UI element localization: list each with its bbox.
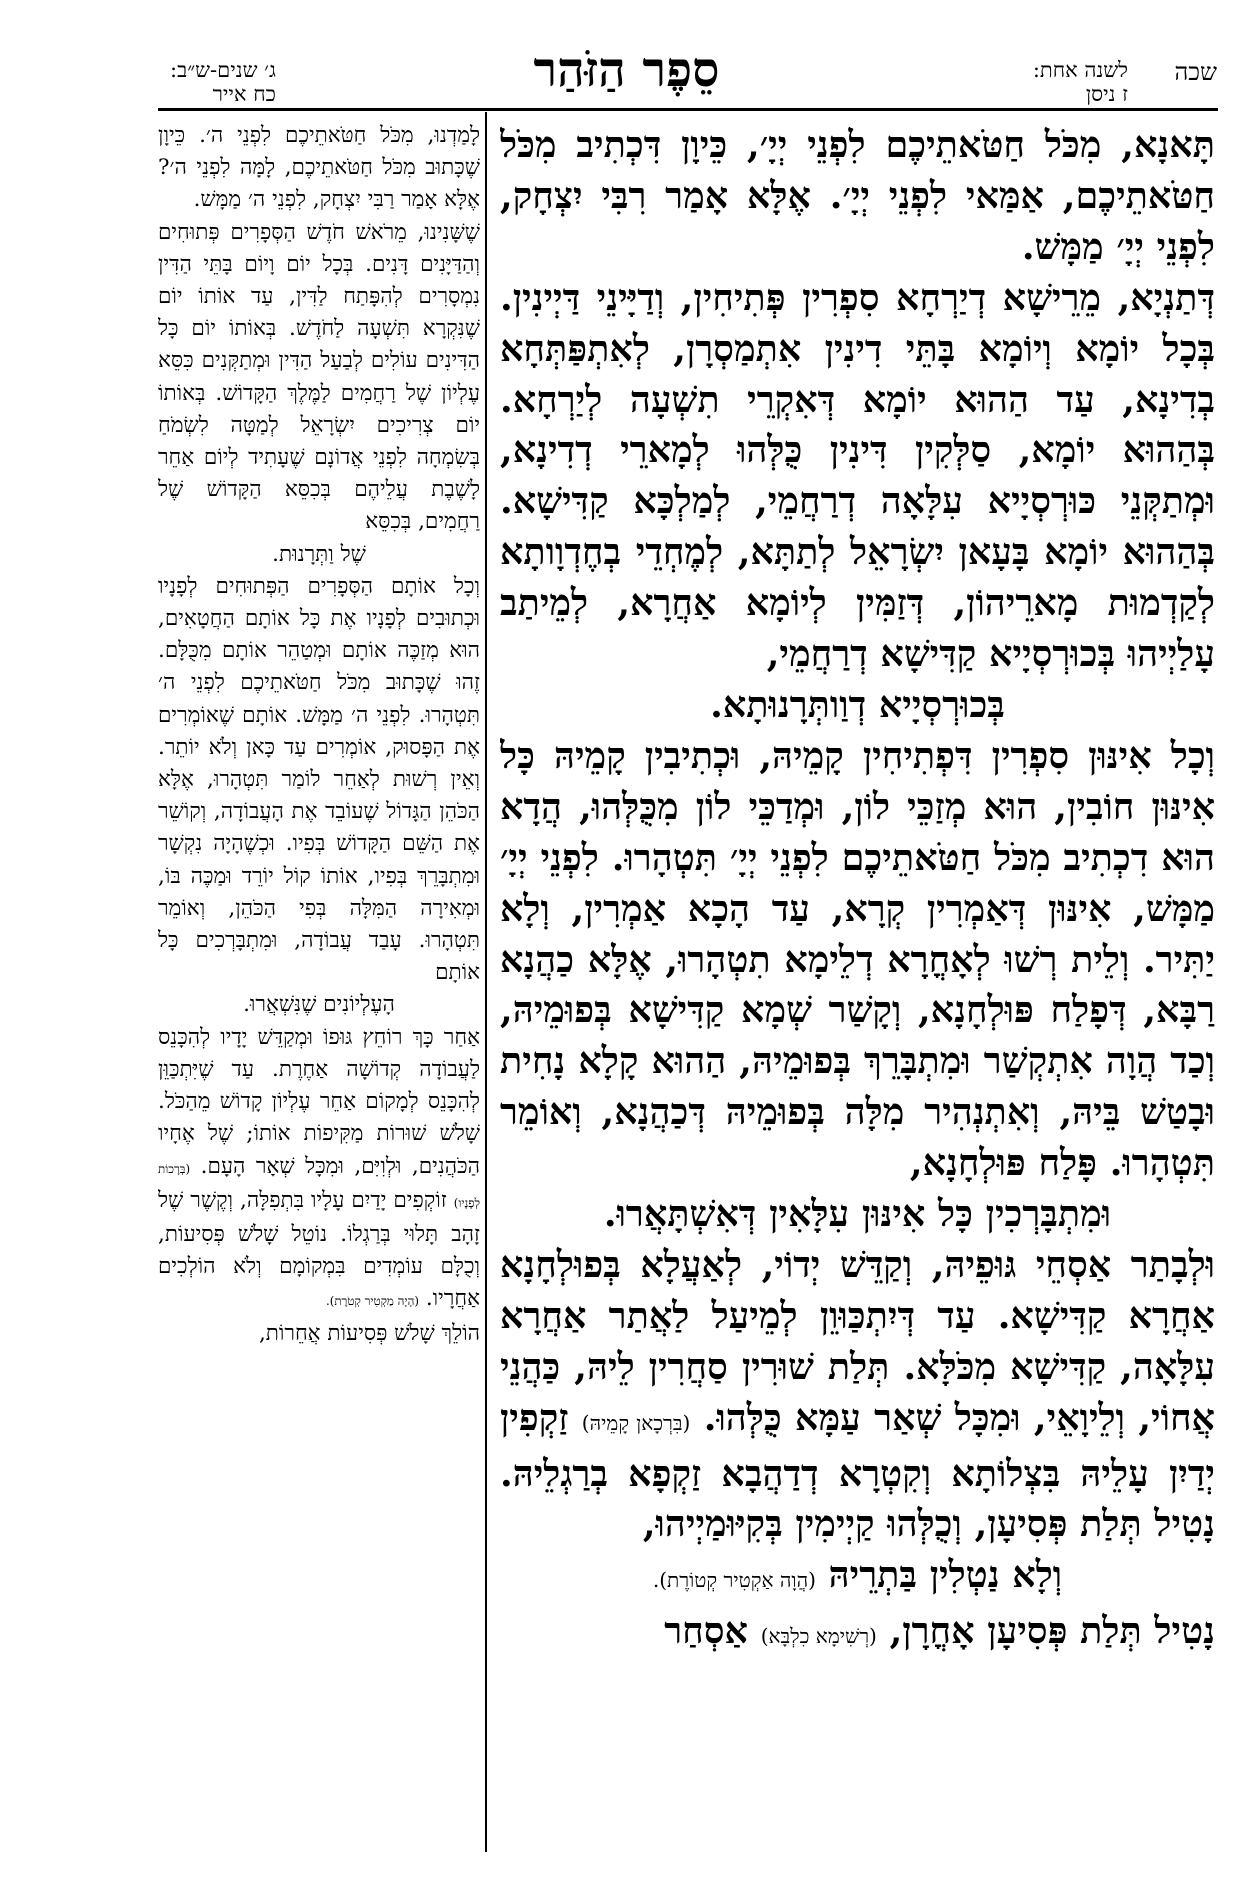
- book-title: סֵפֶר הַזֹּהַר: [533, 42, 720, 98]
- side-note-2: (הָיָה מַקְטִיר קְטֹרֶת).: [325, 1294, 419, 1309]
- main-note-2: (הֲוָה אַקְטִיר קְטוֹרֶת).: [652, 1568, 816, 1593]
- side-paragraph-4-text-b: זוֹקְפִים יָדַיִם עָלָיו בִּתְפִלָּה, וְקֶשֶׁר שֶׁל זָהָב תָּלוּי בְּרַגְלוֹ. נוֹטֵל שָׁלֹשׁ פְּסִיעוֹת, וְכֻלָּם עוֹמְדִים בִּמְקוֹמָם וְלֹא הוֹלְכִים אַחֲרָיו.: [158, 1187, 480, 1312]
- side-paragraph-4-text: אַחַר כָּךְ רוֹחֵץ גּוּפוֹ וּמְקַדֵּשׁ יָדָיו לְהִכָּנֵס לַעֲבוֹדָה קְדוֹשָׁה אַחֶרֶת. עַד שֶׁיִּתְכַּוֵּן לְהִכָּנֵס לְמָקוֹם אַחֵר עֶלְיוֹן קָדוֹשׁ מֵהַכֹּל. שָׁלֹשׁ שׁוּרוֹת מַקִּיפוֹת אוֹתוֹ; שֶׁל אֶחָיו הַכֹּהֲנִים, וּלְוִיִּם, וּמִכָּל שְׁאָר הָעָם.: [158, 1024, 480, 1179]
- header-left-line1: ג׳ שנים-ש״ב:: [170, 58, 276, 82]
- main-paragraph-4-text-b: זַקְפִין יְדַיִן עָלֵיהּ בִּצְלוֹתָא וְקִטְרָא דְדַהֲבָא זַקְפָא בְרַגְלֵיהּ. נָטִיל תְּלַת פְּסִיעָן, וְכֻלְּהוּ קַיְימִין בְּקִיּוּמַיְיהוּ,: [500, 1395, 1215, 1546]
- main-paragraph-2-end: בְּכוּרְסְיָיא דְוַותְּרָנוּתָא.: [710, 682, 1005, 726]
- main-note-3: (רְשִׁימָא כִלְבָּא): [760, 1624, 877, 1649]
- header-right-line2: ז ניסן: [1085, 82, 1128, 107]
- header-left-info: [170, 58, 276, 106]
- main-paragraph-3: וְכָל אִינּוּן סִפְרִין דִּפְתִיחִין קָמֵיהּ, וּכְתִיבִין קָמֵיהּ כָּל אִינּוּן חוֹבִין, הוּא מְזַכֵּי לוֹן, וּמְדַכֵּי לוֹן מִכֻּלְּהוּ, הֲדָא הוּא דִכְתִיב מִכֹּל חַטֹּאתֵיכֶם לִפְנֵי יְיָ׳ תִּטְהָרוּ. לִפְנֵי יְיָ׳ מַמָּשׁ, אִינּוּן דְּאַמְרִין קְרָא, עַד הָכָא אַמְרִין, וְלָא יַתִּיר. וְלֵית רְשׁוּ לְאָחֳרָא דְלֵימָא תִטְהָרוּ, אֶלָּא כַהֲנָא רַבָּא, דְּפָלַח פּוּלְחָנָא, וְקָשַׁר שְׁמָא קַדִּישָׁא בְּפוּמֵיהּ, וְכַד הֲוָה אִתְקְשַׁר וּמִתְבָּרֵךְ בְּפוּמֵיהּ, הַהוּא קָלָא נָחִית וּבָטַשׁ בֵּיהּ, וְאִתְנְהִיר מִלָּה בְּפוּמֵיהּ דְּכַהֲנָא, וְאוֹמֵר תִּטְהָרוּ. פָּלַח פּוּלְחָנָא,: [500, 733, 1215, 1185]
- hebrew-translation-column: [158, 120, 480, 1850]
- side-paragraph-2-end: שֶׁל וַתְּרָנוּת.: [272, 541, 366, 567]
- column-divider: [485, 112, 487, 1852]
- main-paragraph-3-end: וּמִתְבָּרְכִין כָּל אִינּוּן עִלָּאִין דְּאִשְׁתָּאֲרוּ.: [603, 1192, 1112, 1236]
- main-paragraph-5: [500, 1606, 1215, 1662]
- main-paragraph-5-text-b: אַסְחַר: [664, 1609, 748, 1653]
- main-paragraph-1: תָּאנָא, מִכֹּל חַטֹּאתֵיכֶם לִפְנֵי יְיָ׳, כֵּיוָן דִּכְתִיב מִכֹּל חַטֹּאתֵיכֶם, אַמַּאי לִפְנֵי יְיָ׳. אֶלָּא אָמַר רִבִּי יִצְחָק, לִפְנֵי יְיָ׳ מַמָּשׁ.: [500, 123, 1215, 268]
- main-paragraph-2: דְּתַנְיָא, מֵרֵישָׁא דְיַרְחָא סִפְרִין פְּתִיחִין, וְדַיָּינֵי דַּיְינִין. בְּכָל יוֹמָא וְיוֹמָא בָּתֵּי דִינִין אִתְמַסְרָן, לְאִתְפַּתְּחָא בְדִינָא, עַד הַהוּא יוֹמָא דְּאִקְרֵי תִשְׁעָה לְיַרְחָא. בְּהַהוּא יוֹמָא, סַלְּקִין דִּינִין כֻּלְּהוּ לְמָארֵי דְדִינָא, וּמְתַקְּנֵי כּוּרְסְיָיא עִלָּאָה דְרַחֲמֵי, לְמַלְכָּא קַדִּישָׁא. בְּהַהוּא יוֹמָא בָּעָאן יִשְׂרָאֵל לְתַתָּא, לְמֶחְדֵי בְחֶדְוָותָא לְקַדְמוּת מָארֵיהוֹן, דְּזַמִּין לְיוֹמָא אַחֲרָא, לְמֵיתַב עָלַיְיהוּ בְּכוּרְסְיָיא קַדִּישָׁא דְרַחֲמֵי,: [500, 275, 1215, 676]
- main-paragraph-5-text: נָטִיל תְּלַת פְּסִיעָן אָחֳרָן,: [889, 1609, 1215, 1653]
- aramaic-column: [500, 120, 1215, 1850]
- side-paragraph-1: לָמַדְנוּ, מִכֹּל חַטֹּאתֵיכֶם לִפְנֵי ה׳. כֵּיוָן שֶׁכָּתוּב מִכֹּל חַטֹּאתֵיכֶם, לָמָּה לִפְנֵי ה׳? אֶלָּא אָמַר רַבִּי יִצְחָק, לִפְנֵי ה׳ מַמָּשׁ.: [158, 123, 480, 213]
- page-number: שכה: [1174, 58, 1217, 86]
- side-paragraph-2: שֶׁשָּׁנִינוּ, מֵרֹאשׁ חֹדֶשׁ הַסְּפָרִים פְּתוּחִים וְהַדַּיָּנִים דָּנִים. בְּכָל יוֹם וָיוֹם בָּתֵּי הַדִּין נִמְסָרִים לְהִפָּתַח לַדִּין, עַד אוֹתוֹ יוֹם שֶׁנִּקְרָא תִּשְׁעָה לַחֹדֶשׁ. בְּאוֹתוֹ יוֹם כָּל הַדִּינִים עוֹלִים לְבַעַל הַדִּין וּמְתַקְּנִים כִּסֵּא עֶלְיוֹן שֶׁל רַחֲמִים לַמֶּלֶךְ הַקָּדוֹשׁ. בְּאוֹתוֹ יוֹם צְרִיכִים יִשְׂרָאֵל לְמַטָּה לִשְׂמֹחַ בְּשִׂמְחָה לִפְנֵי אֲדוֹנָם שֶׁעָתִיד לְיוֹם אַחֵר לָשֶׁבֶת עֲלֵיהֶם בְּכִסֵּא הַקָּדוֹשׁ שֶׁל רַחֲמִים, בְּכִסֵּא: [158, 219, 480, 535]
- header-rule: [158, 108, 1218, 111]
- main-paragraph-4-text: וּלְבָתַר אַסְחֵי גּוּפֵיהּ, וְקַדֵּשׁ יְדוֹי, לְאַעֲלָא בְּפוּלְחָנָא אַחֲרָא קַדִּישָׁא. עַד דְּיִתְכַּוּוֵן לְמֵיעַל לַאֲתַר אַחֲרָא עִלָּאָה, קַדִּישָׁא מִכֹּלָּא. תְּלַת שׁוּרִין סַחֲרִין לֵיהּ, כַּהֲנֵי אֲחוֹי, וְלֵיוָאֵי, וּמִכָּל שְׁאַר עַמָּא כֻּלְּהוּ.: [500, 1242, 1215, 1439]
- side-paragraph-5: הוֹלֵךְ שָׁלֹשׁ פְּסִיעוֹת אֲחֵרוֹת,: [258, 1320, 480, 1346]
- header-left-line2: כח אייר: [212, 82, 276, 107]
- side-paragraph-4: [158, 1022, 480, 1318]
- main-paragraph-4-end: [500, 1550, 1215, 1606]
- side-paragraph-3-end: הָעֶלְיוֹנִים שֶׁנִּשְׁאֲרוּ.: [243, 992, 395, 1018]
- side-paragraph-3: וְכָל אוֹתָם הַסְּפָרִים הַפְּתוּחִים לְפָנָיו וּכְתוּבִים לְפָנָיו אֶת כָּל אוֹתָם הַחֲטָאִים, הוּא מְזַכֶּה אוֹתָם וּמְטַהֵר אוֹתָם מִכֻּלָּם. זֶהוּ שֶׁכָּתוּב מִכֹּל חַטֹּאתֵיכֶם לִפְנֵי ה׳ תִּטְהָרוּ. לִפְנֵי ה׳ מַמָּשׁ. אוֹתָם שֶׁאוֹמְרִים אֶת הַפָּסוּק, אוֹמְרִים עַד כָּאן וְלֹא יוֹתֵר. וְאֵין רְשׁוּת לְאַחֵר לוֹמַר תִּטְהָרוּ, אֶלָּא הַכֹּהֵן הַגָּדוֹל שֶׁעוֹבֵד אֶת הָעֲבוֹדָה, וְקוֹשֵׁר אֶת הַשֵּׁם הַקָּדוֹשׁ בְּפִיו. וּכְשֶׁהָיָה נִקְשָׁר וּמִתְבָּרֵךְ בְּפִיו, אוֹתוֹ קוֹל יוֹרֵד וּמַכֶּה בּוֹ, וּמְאִירָה הַמִּלָּה בְּפִי הַכֹּהֵן, וְאוֹמֵר תִּטְהָרוּ. עָבַד עֲבוֹדָה, וּמִתְבָּרְכִים כָּל אוֹתָם: [158, 573, 480, 986]
- header-right-line1: לשנה אחת:: [1032, 58, 1128, 82]
- main-paragraph-4: [500, 1240, 1215, 1550]
- main-paragraph-4-end-text: וְלָא נַטְלִין בַּתְרֵיהּ: [828, 1553, 1063, 1597]
- page-header: [0, 0, 1253, 110]
- side-note-1: (בְּרָכוֹת לְפָנָיו): [158, 1161, 480, 1210]
- main-note-1: (בִּרְכָאן קָמֵיהּ): [581, 1410, 691, 1435]
